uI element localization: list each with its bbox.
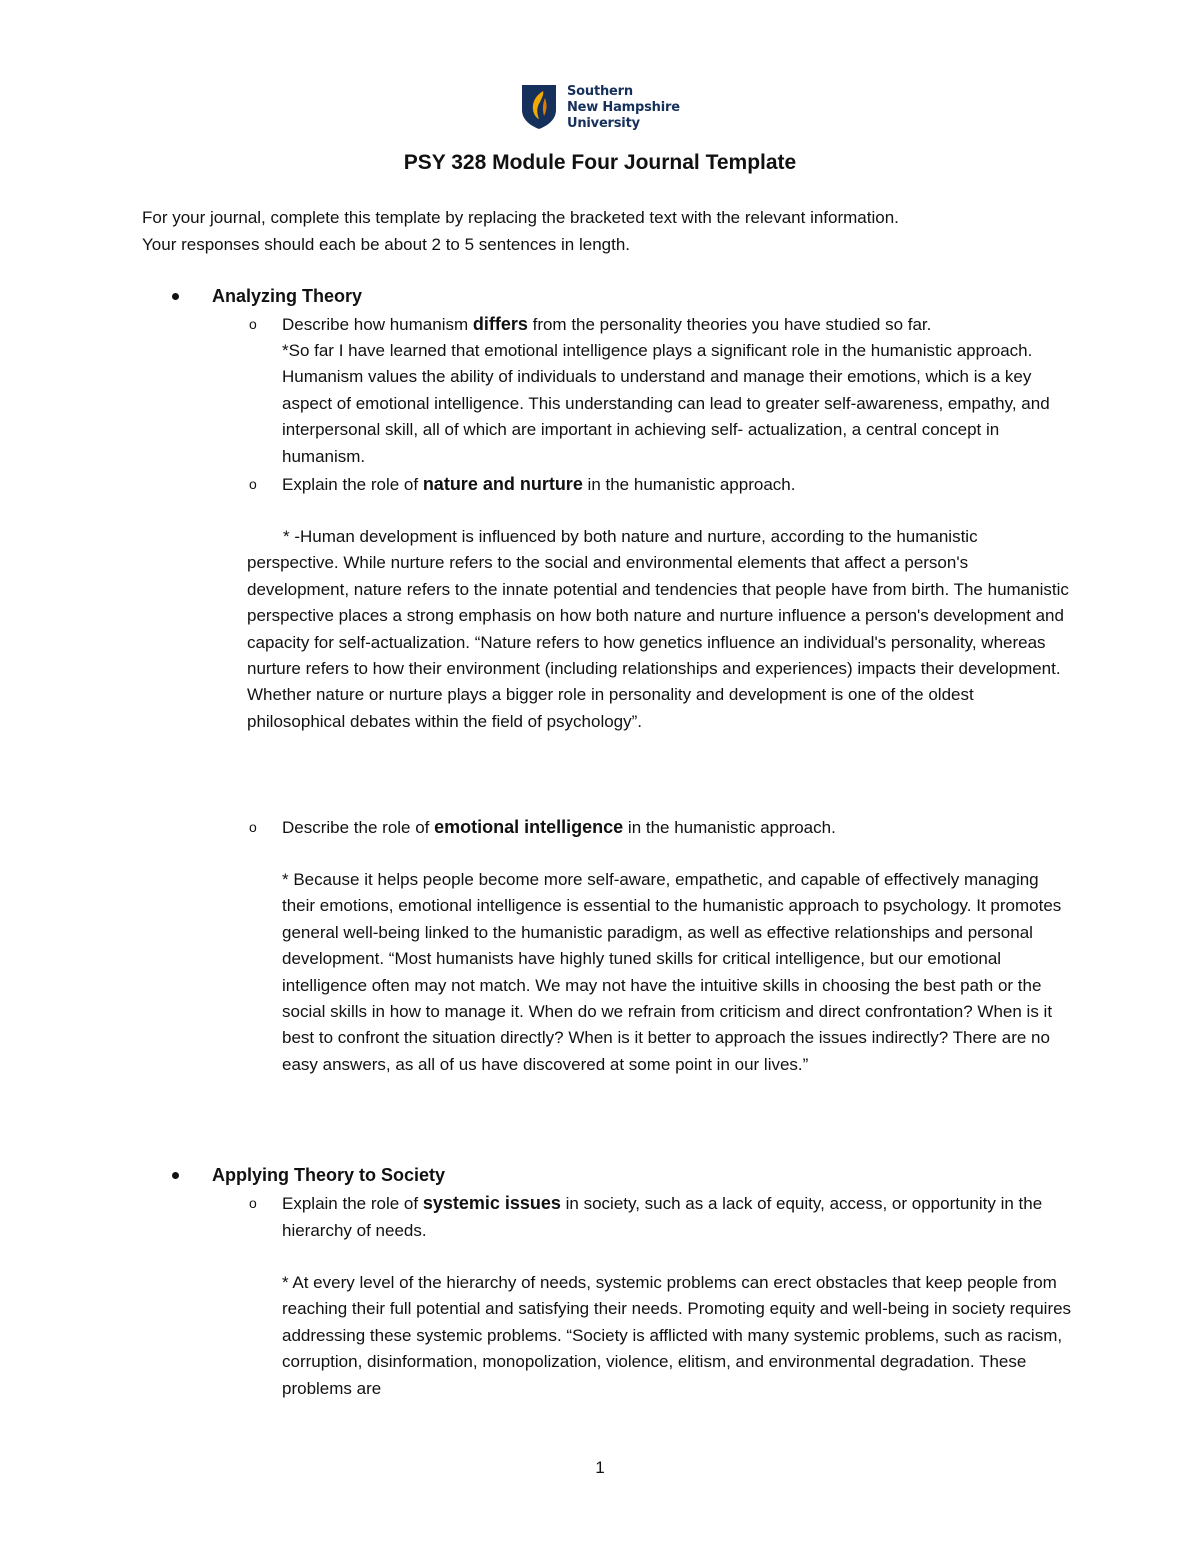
question-systemic-issues: o Explain the role of systemic issues in society, such as a lack of equity, access, or opportunity in the hierarchy of needs. — [282, 1190, 1072, 1244]
question-emotional-intelligence: o Describe the role of emotional intelligence in the humanistic approach. — [282, 814, 1072, 842]
intro-line-2: Your responses should each be about 2 to 5 sentences in length. — [142, 235, 631, 254]
bullet-icon — [172, 293, 179, 300]
question-keyword: emotional intelligence — [434, 817, 624, 837]
intro-text — [142, 204, 1072, 258]
logo-line-2: New Hampshire — [567, 100, 680, 115]
answer-systemic-issues: * At every level of the hierarchy of needs, systemic problems can erect obstacles that keep people from reaching their full potential and satisfying their needs. Promoting equity and well-being in society requires addressing these systemic problems. “Society is afflicted with many systemic problems, such as racism, corruption, disinformation, monopolization, violence, elitism, and environmental degradation. These problems are — [282, 1273, 1072, 1398]
intro-line-1: For your journal, complete this template by replacing the bracketed text with the relevant information. — [142, 208, 899, 227]
page-number: 1 — [595, 1458, 605, 1477]
sub-bullet-icon: o — [249, 819, 257, 835]
shield-icon — [521, 84, 557, 130]
question-nature-nurture: o Explain the role of nature and nurture in the humanistic approach. — [282, 471, 1072, 499]
section-heading: Applying Theory to Society — [212, 1165, 446, 1185]
question-keyword: systemic issues — [422, 1193, 561, 1213]
university-logo — [521, 84, 691, 134]
bullet-icon — [172, 1172, 179, 1179]
sub-bullet-icon: o — [249, 316, 257, 332]
question-humanism-differs: o Describe how humanism differs from the personality theories you have studied so far. — [282, 311, 1072, 339]
sub-bullet-icon: o — [249, 1195, 257, 1211]
page-title: PSY 328 Module Four Journal Template — [403, 151, 797, 174]
question-keyword: nature and nurture — [422, 474, 583, 494]
section-heading: Analyzing Theory — [212, 286, 363, 306]
answer-nature-nurture: * -Human development is influenced by both nature and nurture, according to the humanistic perspective. While nurture refers to the social and environmental elements that affect a person's development, nature refers to the innate potential and tendencies that people have from birth. The humanistic perspective places a strong emphasis on how both nature and nurture influence a person's development and capacity for self-actualization. “Nature refers to how genetics influence an individual's personality, whereas nurture refers to how their environment (including relationships and experiences) impacts their development. Whether nature or nurture plays a bigger role in personality and development is one of the oldest philosophical debates within the field of psychology”. — [247, 527, 1069, 731]
answer-humanism-differs: *So far I have learned that emotional intelligence plays a significant role in the humanistic approach. Humanism values the ability of individuals to understand and manage their emotions, which is a key aspect of emotional intelligence. This understanding can lead to greater self-awareness, empathy, and interpersonal skill, all of which are important in achieving self- actualization, a central concept in humanism. — [282, 341, 1050, 466]
logo-line-1: Southern — [567, 84, 633, 99]
sub-bullet-icon: o — [249, 476, 257, 492]
answer-emotional-intelligence: * Because it helps people become more self-aware, empathetic, and capable of effectively managing their emotions, emotional intelligence is essential to the humanistic approach to psychology. It promotes general well-being linked to the humanistic paradigm, as well as effective relationships and personal development. “Most humanists have highly tuned skills for critical intelligence, but our emotional intelligence often may not match. We may not have the intuitive skills in choosing the best path or the social skills in how to manage it. When do we refrain from criticism and direct confrontation? When is it best to confront the situation directly? When is it better to approach the issues indirectly? There are no easy answers, as all of us have discovered at some point in our lives.” — [282, 870, 1062, 1074]
logo-line-3: University — [567, 116, 640, 131]
question-keyword: differs — [472, 314, 528, 334]
